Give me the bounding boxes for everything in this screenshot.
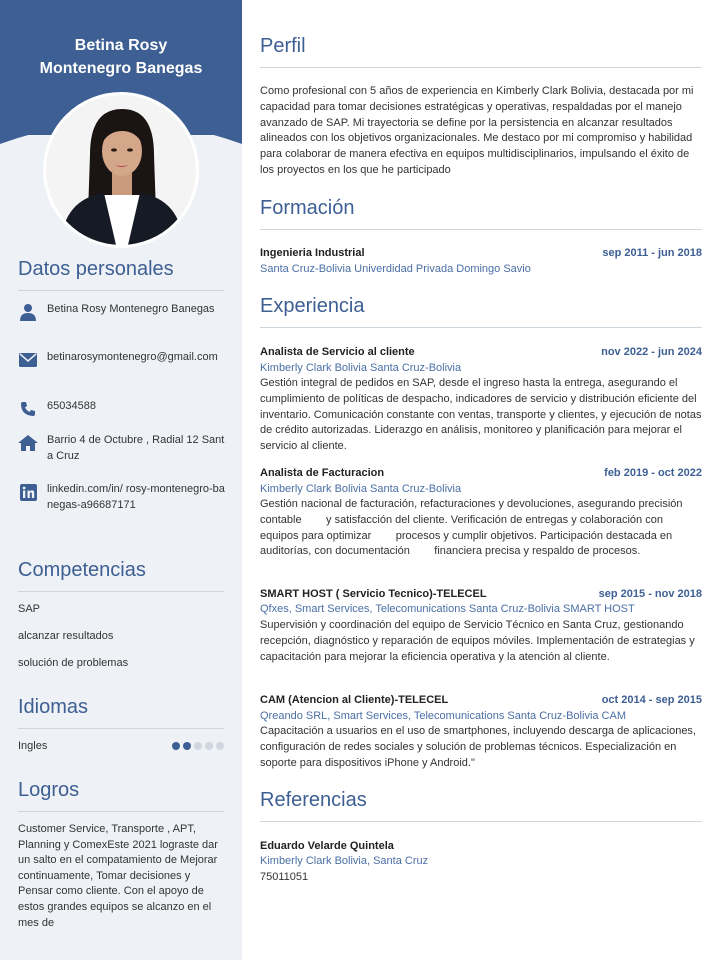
phone-icon [18, 399, 38, 419]
language-level-dot [216, 742, 224, 750]
section-title-formacion: Formación [260, 197, 355, 219]
job-description: Gestión integral de pedidos en SAP, desde el ingreso hasta la entrega, asegurando el cumplimiento de políticas de despacho, indicadores de servicio y distribución eficiente del inventario. Comunicación constante con ventas, transporte y clientes, y ejecución de notas de crédito autorizadas. Liderazgo en análisis, monitoreo y planificación para mejorar el servicio al cliente. [260, 377, 702, 453]
job-header [260, 467, 702, 479]
language-level-dot [194, 742, 202, 750]
section-title-logros: Logros [18, 779, 80, 801]
language-level-dot [205, 742, 213, 750]
section-title-perfil: Perfil [260, 35, 306, 57]
reference-header [260, 840, 702, 852]
section-divider [18, 728, 224, 729]
job-organization: Qreando SRL, Smart Services, Telecomunications Santa Cruz-Bolivia CAM [260, 710, 627, 722]
job-description: Capacitación a usuarios en el uso de smartphones, incluyendo descarga de aplicaciones, configuración de redes sociales y solución de problemas técnicos. Especialización en soporte para dispositivos iPhone y Android." [260, 725, 696, 769]
job-header [260, 346, 702, 358]
job-description: Gestión nacional de facturación, refacturaciones y devoluciones, asegurando precisión contable y satisfacción del cliente. Verificación de entregas y colaboración con equipos para optimizar procesos y cumplir objetivos. Participación destacada en auditorías, con documentación financiera precisa y respaldo de procesos. [260, 498, 686, 558]
job-header [260, 694, 702, 706]
profile-photo-illustration [46, 95, 196, 245]
sidebar [0, 0, 242, 960]
perfil-text: Como profesional con 5 años de experiencia en Kimberly Clark Bolivia, destacada por mi capacidad para tomar decisiones estratégicas y operativas, respaldadas por el manejo avanzado de SAP. Mi trayectoria se define por la persistencia en alcanzar resultados alineados con los objetivos organizacionales. Me destaco por mi compromiso y habilidad para colaborar de manera efectiva en equipos multidisciplinarios, impulsando el éxito de los proyectos en los que he participado [260, 85, 694, 176]
education-degree: Ingenieria Industrial [260, 247, 365, 259]
contact-linkedin[interactable] [18, 482, 228, 513]
candidate-name [0, 34, 242, 80]
envelope-icon [18, 350, 38, 370]
contact-name-text: Betina Rosy Montenegro Banegas [47, 303, 215, 315]
section-divider [260, 67, 702, 68]
contact-address-text: Barrio 4 de Octubre , Radial 12 Santa Cruz [47, 434, 225, 462]
contact-phone-text[interactable]: 65034588 [47, 400, 96, 412]
contact-phone[interactable] [18, 399, 228, 419]
linkedin-icon [18, 482, 38, 502]
language-name: Ingles [18, 740, 48, 752]
contact-email-text[interactable]: betinarosymontenegro@gmail.com [47, 351, 218, 363]
job-header [260, 588, 702, 600]
section-title-referencias: Referencias [260, 789, 367, 811]
section-divider [260, 327, 702, 328]
section-divider [18, 811, 224, 812]
section-title-idiomas: Idiomas [18, 696, 89, 718]
skill-item: alcanzar resultados [18, 630, 114, 642]
skill-item: SAP [18, 603, 41, 615]
language-level-dots [172, 742, 224, 750]
contact-address [18, 433, 228, 464]
job-title: SMART HOST ( Servicio Tecnico)-TELECEL [260, 588, 487, 600]
job-description: Supervisión y coordinación del equipo de Servicio Técnico en Santa Cruz, gestionando recepción, diagnóstico y reparación de equipos móviles. Implementación de estrategias y capacitación para mejorar la eficiencia operativa y la atención al cliente. [260, 619, 695, 663]
profile-photo [43, 92, 199, 248]
reference-phone: 75011051 [260, 871, 309, 883]
reference-organization: Kimberly Clark Bolivia, Santa Cruz [260, 855, 429, 867]
education-date: sep 2011 - jun 2018 [602, 247, 702, 259]
education-institution: Santa Cruz-Bolivia Univerdidad Privada Domingo Savio [260, 263, 531, 275]
name-line-1: Betina Rosy [74, 37, 168, 54]
contact-email[interactable] [18, 350, 228, 370]
section-divider [18, 290, 224, 291]
section-divider [260, 229, 702, 230]
contact-linkedin-text[interactable]: linkedin.com/in/ rosy-montenegro-banegas-a96687171 [47, 483, 225, 511]
logros-text: Customer Service, Transporte , APT, Planning y ComexEste 2021 lograste dar un salto en el compatamiento de Mejorar continuamente, Tomar decisiones y Pensar como cliente. Con el apoyo de estos grandes equipos se alcanzo en el mes de [18, 823, 218, 929]
job-date: sep 2015 - nov 2018 [598, 588, 702, 600]
name-line-2: Montenegro Banegas [39, 60, 203, 77]
job-organization: Qfxes, Smart Services, Telecomunications Santa Cruz-Bolivia SMART HOST [260, 603, 635, 615]
job-title: CAM (Atencion al Cliente)-TELECEL [260, 694, 449, 706]
reference-name: Eduardo Velarde Quintela [260, 840, 394, 852]
education-header [260, 247, 702, 259]
job-date: feb 2019 - oct 2022 [604, 467, 702, 479]
job-title: Analista de Servicio al cliente [260, 346, 415, 358]
section-title-experiencia: Experiencia [260, 295, 365, 317]
job-organization: Kimberly Clark Bolivia Santa Cruz-Bolivia [260, 362, 462, 374]
language-level-dot [183, 742, 191, 750]
language-row [18, 740, 224, 752]
language-level-dot [172, 742, 180, 750]
skill-item: solución de problemas [18, 657, 129, 669]
job-organization: Kimberly Clark Bolivia Santa Cruz-Bolivia [260, 483, 462, 495]
section-title-datos-personales: Datos personales [18, 258, 174, 280]
job-title: Analista de Facturacion [260, 467, 385, 479]
section-title-competencias: Competencias [18, 559, 146, 581]
person-icon [18, 302, 38, 322]
home-icon [18, 433, 38, 453]
job-date: nov 2022 - jun 2024 [601, 346, 702, 358]
contact-name [18, 302, 228, 322]
job-date: oct 2014 - sep 2015 [601, 694, 702, 706]
section-divider [18, 591, 224, 592]
section-divider [260, 821, 702, 822]
